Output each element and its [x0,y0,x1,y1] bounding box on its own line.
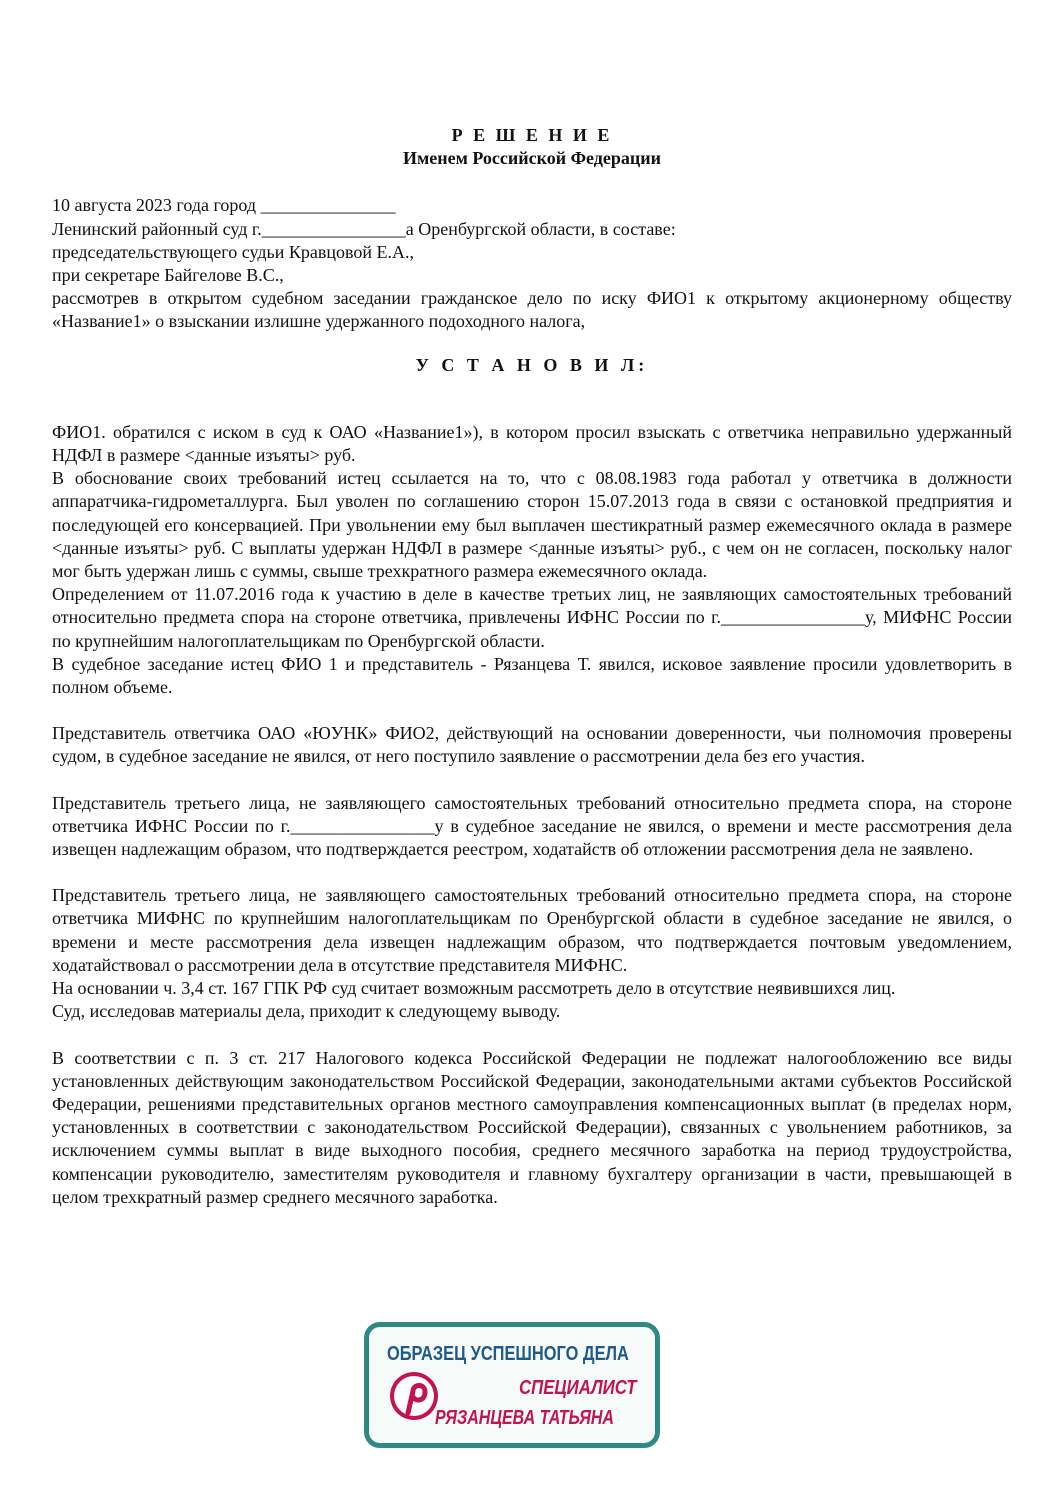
spacer [52,699,1012,722]
pinterest-logo-icon [389,1371,439,1421]
document-subtitle: Именем Российской Федерации [402,148,662,169]
spacer [52,861,1012,884]
stamp-specialist-name: РЯЗАНЦЕВА ТАТЬЯНА [435,1407,614,1429]
paragraph-tax-code: В соответствии с п. 3 ст. 217 Налогового кодекса Российской Федерации не подлежат налогообложению все виды установленных действующим законодательством Российской Федерации, законодательными актами субъектов Российской Федерации, решениями представительных органов местного самоуправления компенсационных выплат (в пределах норм, установленных в соответствии с законодательством Российской Федерации), связанных с увольнением работников, за исключением суммы выплат в виде выходного пособия, среднего месячного заработка на период трудоустройства, компенсации руководителю, заместителям руководителя и главному бухгалтеру организации в части, превышающей в целом трехкратный размер среднего месячного заработка. [52,1047,1012,1207]
paragraph-claim: ФИО1. обратился с иском в суд к ОАО «Название1»), в котором просил взыскать с ответчика неправильно удержанный НДФЛ в размере <данные изъяты> руб. [52,421,1012,466]
intro-judge-line: председательствующего судьи Кравцовой Е.А., [52,241,414,262]
intro-secretary-line: при секретаре Байгелове В.С., [52,265,284,286]
paragraph-defendant-rep: Представитель ответчика ОАО «ЮУНК» ФИО2, действующий на основании доверенности, чьи полномочия проверены судом, в судебное заседание не явился, от него поступило заявление о рассмотрении дела без его участия. [52,723,1012,767]
stamp-title: ОБРАЗЕЦ УСПЕШНОГО ДЕЛА [387,1343,629,1365]
paragraph-third-parties: Определением от 11.07.2016 года к участию в деле в качестве третьих лиц, не заявляющих самостоятельных требований относительно предмета спора на стороне ответчика, привлечены ИФНС России по г.________________у, МИФНС России по крупнейшим налогоплательщикам по Оренбургской области. [52,584,1012,651]
stamp-specialist-label: СПЕЦИАЛИСТ [519,1377,637,1399]
paragraph-mifns-rep: Представитель третьего лица, не заявляющего самостоятельных требований относительно предмета спора, на стороне ответчика МИФНС по крупнейшим налогоплательщикам по Оренбургской области в судебное заседание не явился, о времени и месте рассмотрения дела извещен надлежащим образом, что подтверждается почтовым уведомлением, ходатайствовал о рассмотрении дела в отсутствие представителя МИФНС. [52,885,1012,975]
document-title: Р Е Ш Е Н И Е [451,125,613,145]
paragraph-legal-basis: На основании ч. 3,4 ст. 167 ГПК РФ суд считает возможным рассмотреть дело в отсутствие неявившихся лиц. [52,978,896,999]
court-decision-page [52,124,1012,1209]
paragraph-court-conclusion: Суд, исследовав материалы дела, приходит к следующему выводу. [52,1001,561,1022]
spacer [52,1024,1012,1047]
intro-case-line: рассмотрев в открытом судебном заседании гражданское дело по иску ФИО1 к открытому акционерному обществу «Название1» о взыскании излишне удержанного подоходного налога, [52,288,1012,332]
paragraph-hearing: В судебное заседание истец ФИО 1 и представитель - Рязанцева Т. явился, исковое заявление просили удовлетворить в полном объеме. [52,653,1012,698]
spacer [52,769,1012,792]
section-heading: У С Т А Н О В И Л: [415,354,649,375]
paragraph-grounds: В обоснование своих требований истец ссылается на то, что с 08.08.1983 года работал у ответчика в должности аппаратчика-гидрометаллурга. Был уволен по соглашению сторон 15.07.2013 года в связи с остановкой предприятия и последующей его консервацией. При увольнении ему был выплачен шестикратный размер ежемесячного оклада в размере <данные изъяты> руб. С выплаты удержан НДФЛ в размере <данные изъяты> руб., с чем он не согласен, поскольку налог мог быть удержан лишь с суммы, свыше трехкратного размера ежемесячного оклада. [52,468,1012,582]
sample-case-stamp [364,1322,660,1448]
intro-date-line: 10 августа 2023 года город _______________ [52,195,396,216]
paragraph-ifns-rep: Представитель третьего лица, не заявляющего самостоятельных требований относительно предмета спора, на стороне ответчика ИФНС России по г.________________у в судебное заседание не явился, о времени и месте рассмотрения дела извещен надлежащим образом, что подтверждается реестром, ходатайств об отложении рассмотрения дела не заявлено. [52,792,1012,860]
intro-court-line: Ленинский районный суд г.________________а Оренбургской области, в составе: [52,218,676,239]
